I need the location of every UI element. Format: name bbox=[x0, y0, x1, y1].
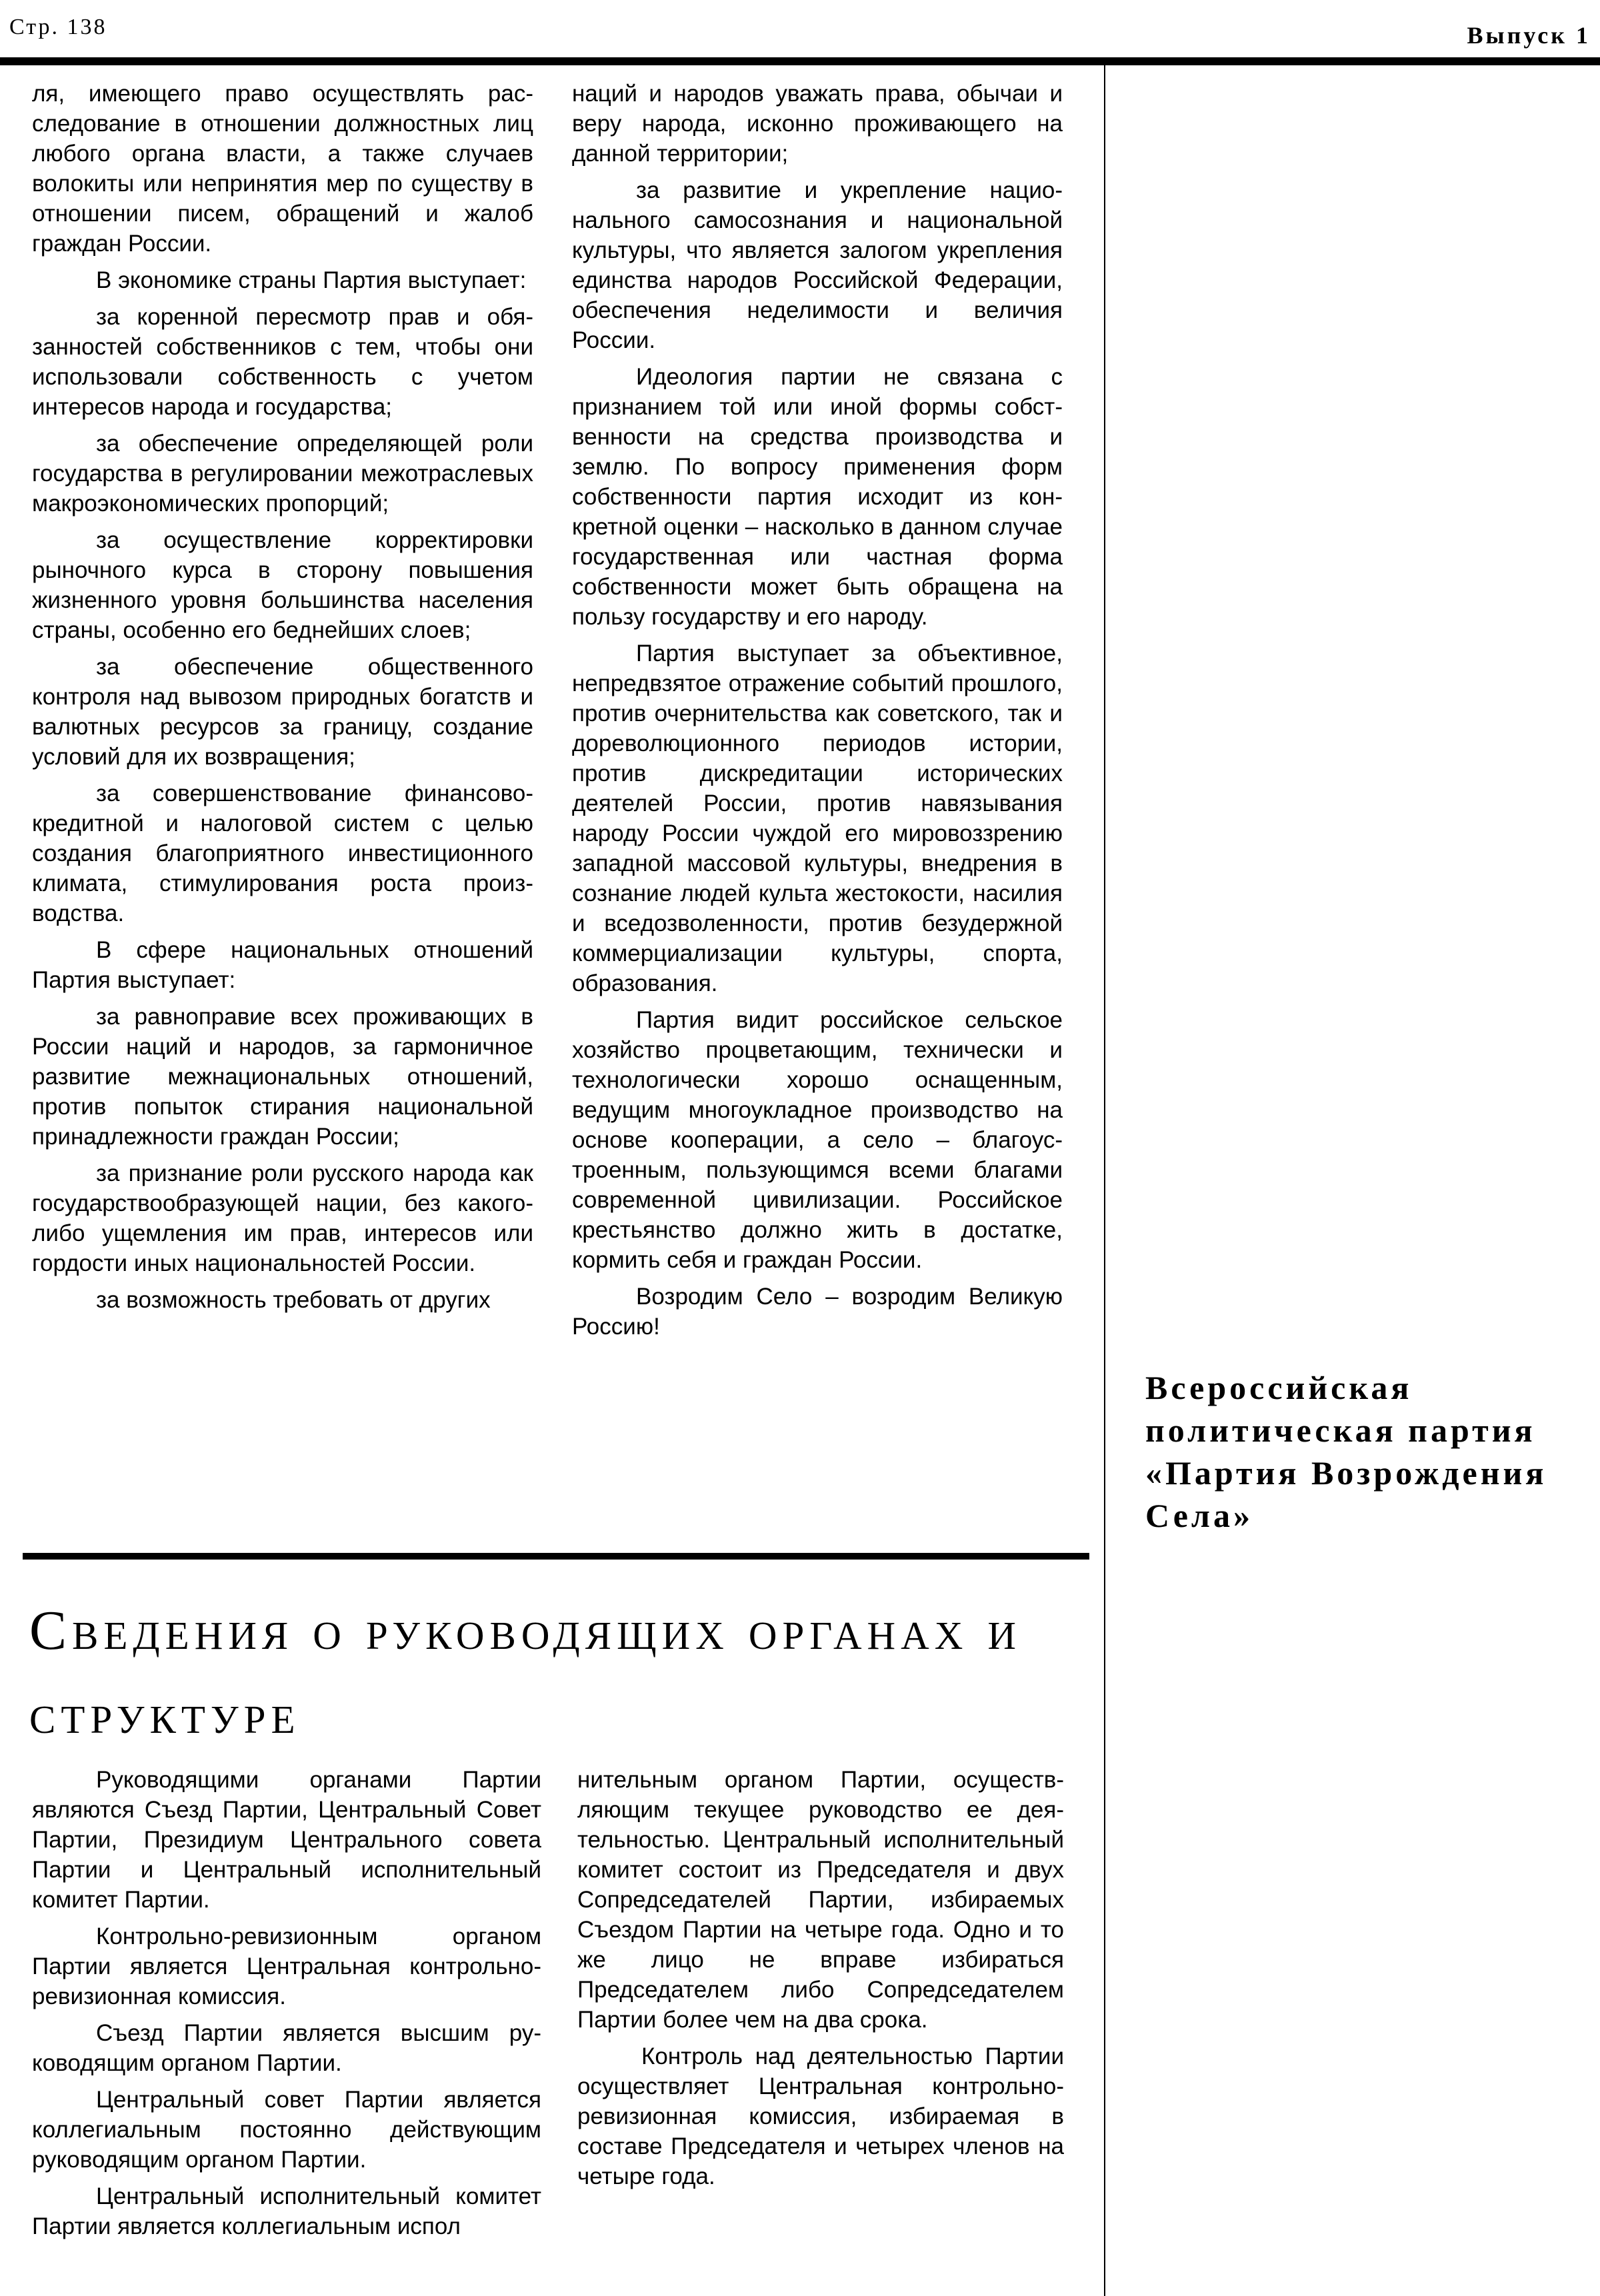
paragraph: Руководящими органами Партии являются Съезд Партии, Центральный Совет Партии, Президиум Центрального совета Партии и Центральный исполнительный комитет Партии. bbox=[32, 1767, 541, 1913]
article-column-2 bbox=[572, 79, 1063, 1348]
paragraph: Партия выступает за объективное, непредвзятое отражение событий прошлого, против очернительства как советского, так и дореволюционного периодов истории, против дискредитации исторических деятелей России, против навязывания народу России чуждой его мировоззрению западной массовой культуры, внедрения в сознание людей культа жестокости, насилия и вседозволенности, против безудержной коммерциализации культуры, спорта, образования. bbox=[572, 640, 1063, 996]
page-number: Стр. 138 bbox=[9, 15, 107, 39]
paragraph: ля, имеющего право осуществлять расследование в отношении должностных лиц любого органа власти, а также случаев волокиты или непринятия мер по существу в отношении писем, обращений и жалоб граждан России. bbox=[32, 81, 533, 257]
paragraph: за развитие и укрепление национального самосознания и национальной культуры, что является залогом укрепления единства народов Российской Федерации, обеспечения неделимости и величия России. bbox=[572, 177, 1063, 353]
article-column-1 bbox=[32, 79, 533, 1322]
paragraph: Центральный совет Партии является коллегиальным постоянно действующим руководящим органом Партии. bbox=[32, 2087, 541, 2173]
paragraph: за обеспечение определяющей роли государства в регулировании межотраслевых макроэкономических пропорций; bbox=[32, 431, 533, 517]
paragraph: за признание роли русского народа как государствообразующей нации, без какого-либо ущемления им прав, интересов или гордости иных национальностей России. bbox=[32, 1160, 533, 1276]
paragraph: В сфере национальных отношений Партия выступает: bbox=[32, 937, 533, 993]
paragraph: Возродим Село – возродим Великую Россию! bbox=[572, 1284, 1063, 1340]
paragraph: Контрольно-ревизионным органом Партии является Центральная контрольно-ревизионная комиссия. bbox=[32, 1923, 541, 2009]
paragraph: за коренной пересмотр прав и обязанностей собственников с тем, чтобы они использовали собственность с учетом интересов народа и государства; bbox=[32, 304, 533, 420]
issue-label: Выпуск 1 bbox=[1467, 22, 1591, 49]
paragraph: Идеология партии не связана с признанием той или иной формы собственности на средства производства и землю. По вопросу применения форм собственности партия исходит из конкретной оценки – насколько в данном случае государственная или частная форма собственности может быть обращена на пользу государству и его народу. bbox=[572, 364, 1063, 630]
paragraph: Партия видит российское сельское хозяйство процветающим, технически и технологически хорошо оснащенным, ведущим многоукладное производство на основе кооперации, а село – благоустроенным, пользующимся всеми благами современной цивилизации. Российское крестьянство должно жить в достатке, кормить себя и граждан России. bbox=[572, 1007, 1063, 1273]
paragraph: наций и народов уважать права, обычаи и веру народа, исконно проживающего на данной территории; bbox=[572, 81, 1063, 167]
party-name-sidebar: Всероссийская политическая партия «Партия Возрождения Села» bbox=[1145, 1369, 1547, 1534]
paragraph: за обеспечение общественного контроля над вывозом природных богатств и валютных ресурсов за границу, создание условий для их возвращения; bbox=[32, 654, 533, 770]
paragraph: Съезд Партии является высшим руководящим органом Партии. bbox=[32, 2020, 541, 2076]
header-rule bbox=[0, 57, 1600, 65]
paragraph: за совершенствование финансово-кредитной и налоговой систем с целью создания благоприятного инвестиционного климата, стимулирования роста производства. bbox=[32, 780, 533, 926]
paragraph: за осуществление корректировки рыночного курса в сторону повышения жизненного уровня большинства населения страны, особенно его беднейших слоев; bbox=[32, 527, 533, 643]
sidebar-divider bbox=[1104, 65, 1105, 2296]
section-column-2 bbox=[577, 1765, 1064, 2198]
paragraph: за возможность требовать от других bbox=[96, 1287, 491, 1313]
section-column-1 bbox=[32, 1765, 541, 2248]
section-rule bbox=[23, 1553, 1089, 1560]
paragraph: за равноправие всех проживающих в России наций и народов, за гармоничное развитие межнациональных отношений, против попыток стирания национальной принадлежности граждан России; bbox=[32, 1004, 533, 1150]
section-title: Сведения о руководящих органах и структуре bbox=[29, 1600, 1021, 1745]
paragraph: Контроль над деятельностью Партии осуществляет Центральная контрольно-ревизионная комиссия, избираемая в составе Председателя и четырех членов на четыре года. bbox=[577, 2043, 1064, 2189]
paragraph: Центральный исполнительный комитет Партии является коллегиальным испол bbox=[32, 2183, 541, 2239]
paragraph: нительным органом Партии, осуществляющим текущее руководство ее деятельностью. Центральный исполнительный комитет состоит из Председателя и двух Сопредседателей Партии, избираемых Съездом Партии на четыре года. Одно и то же лицо не вправе избираться Председателем либо Сопредседателем Партии более чем на два срока. bbox=[577, 1767, 1064, 2033]
paragraph: В экономике страны Партия выступает: bbox=[96, 267, 527, 293]
